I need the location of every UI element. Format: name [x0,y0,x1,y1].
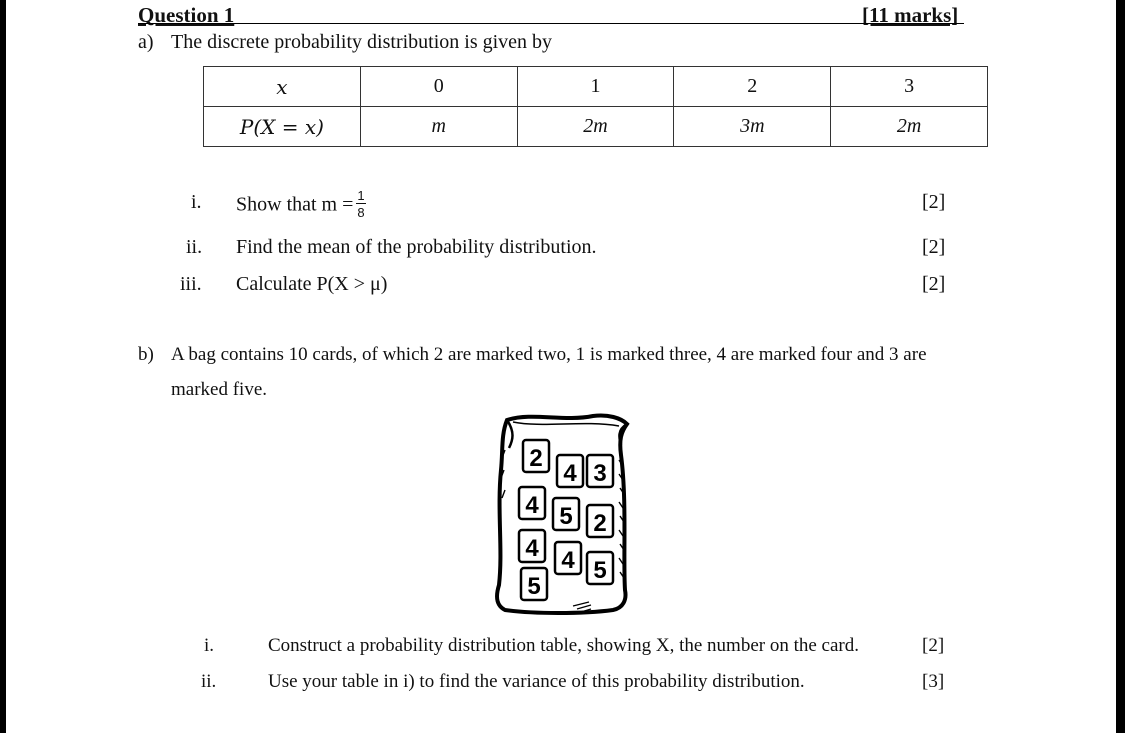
left-frame-edge [0,0,6,733]
card-number: 2 [529,445,543,472]
a-question-marks: [2] [922,273,946,295]
table-header-probability: P(X = x) [204,107,361,147]
card [587,455,613,487]
a-question-text: Find the mean of the probability distribution. [236,236,597,258]
card-number: 2 [593,510,607,537]
question-title: Question 1 [138,3,235,27]
part-b-intro-line2: marked five. [171,379,268,400]
right-frame-edge [1116,0,1125,733]
table-cell: 2m [517,107,674,147]
a-question-number: ii. [186,236,203,258]
table-cell: 3m [674,107,831,147]
probability-distribution-table [203,66,988,147]
part-a-intro: The discrete probability distribution is given by [171,31,553,53]
question-marks: [11 marks] [862,3,959,27]
table-cell: 1 [517,67,674,107]
a-question-number: iii. [180,273,202,295]
table-cell: 0 [360,67,517,107]
table-header-x: x [204,67,361,107]
a-question-text: Calculate P(X > μ) [236,273,388,295]
b-question-marks: [3] [922,671,945,692]
title-underline-rule [138,23,964,24]
fraction-denominator: 8 [357,205,365,220]
card-number: 4 [563,460,577,487]
card [519,530,545,562]
card [553,498,579,530]
a-question-marks: [2] [922,191,946,213]
card [555,542,581,574]
part-b-intro-line1: A bag contains 10 cards, of which 2 are marked two, 1 is marked three, 4 are marked four and 3 are [171,344,927,365]
part-a-label: a) [138,31,154,53]
table-row-x [204,67,988,107]
table-cell: 3 [831,67,988,107]
card-number: 5 [527,573,541,600]
card-number: 4 [561,547,575,574]
b-question-number: i. [204,635,215,656]
b-question-marks: [2] [922,635,945,656]
table-cell: 2 [674,67,831,107]
card-number: 5 [559,503,573,530]
card [557,455,583,487]
card-number: 4 [525,535,539,562]
card [519,487,545,519]
card-number: 5 [593,557,607,584]
a-question-marks: [2] [922,236,946,258]
b-question-number: ii. [201,671,217,692]
card [587,552,613,584]
part-b-label: b) [138,344,154,365]
table-cell: 2m [831,107,988,147]
bag-of-cards-illustration [493,410,633,615]
a-question-text [236,188,366,221]
card [587,505,613,537]
fraction-one-eighth [356,189,365,219]
table-row-probability [204,107,988,147]
a-question-number: i. [191,191,202,213]
b-question-text: Construct a probability distribution table, showing X, the number on the card. [268,635,860,656]
table-cell: m [360,107,517,147]
card-number: 4 [525,492,539,519]
card [521,568,547,600]
card-number: 3 [593,460,607,487]
a-question-text-main: Show that m = [236,193,354,216]
fraction-numerator: 1 [357,188,365,203]
b-question-text: Use your table in i) to find the variance of this probability distribution. [268,671,805,692]
card [523,440,549,472]
